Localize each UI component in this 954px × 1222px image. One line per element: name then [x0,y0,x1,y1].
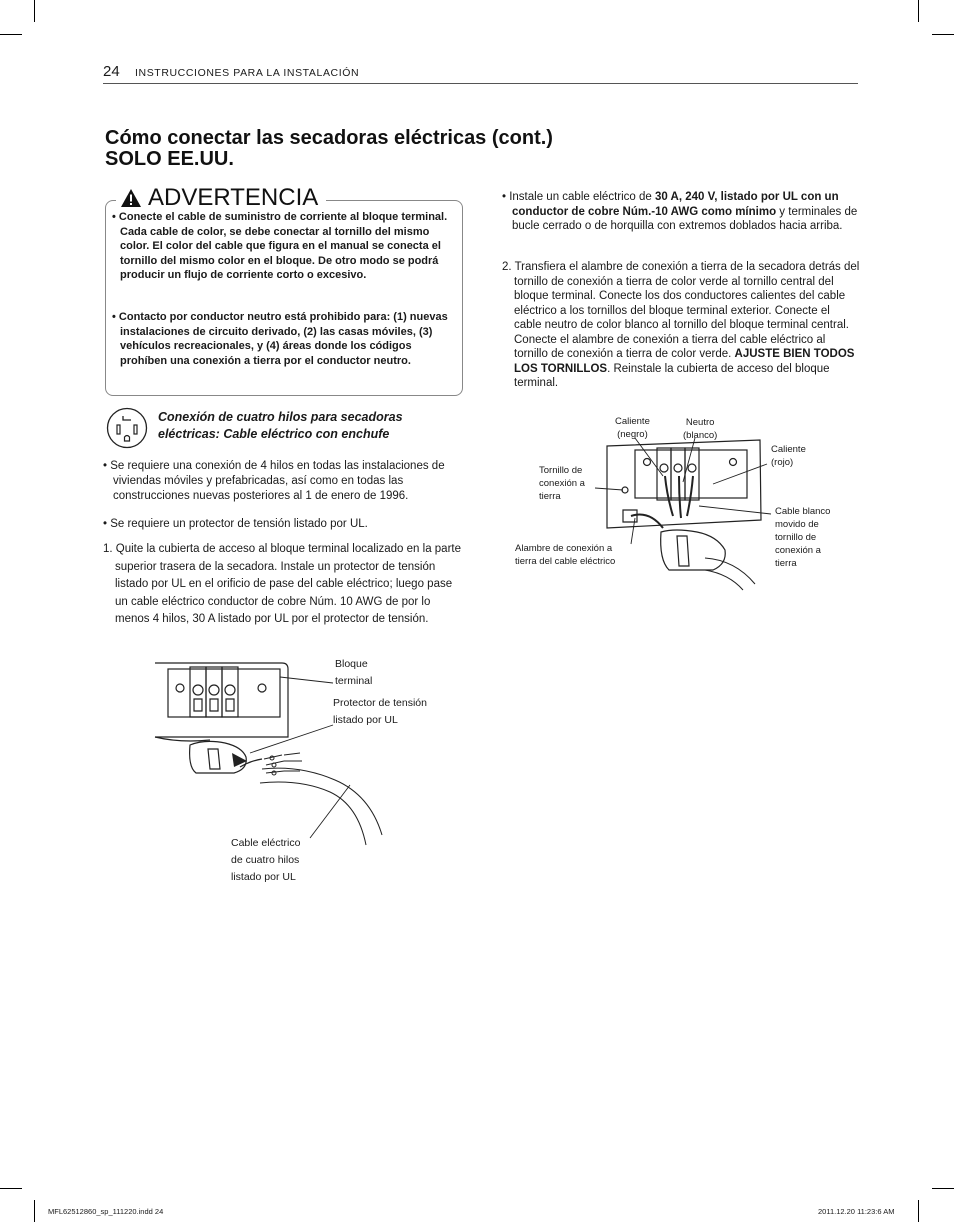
label-white-moved-line-1: Cable blanco [775,506,831,517]
label-white-wire-moved [775,505,830,570]
crop-mark [918,1200,919,1222]
title-line-1: Cómo conectar las secadoras eléctricas (cont.) [105,127,553,149]
label-hot-red-line-2: (rojo) [771,457,794,468]
four-wire-connection-illustration [595,432,775,592]
four-wire-heading-line-1: Conexión de cuatro hilos para secadoras [158,410,403,424]
label-ground-screw-line-3: tierra [539,491,561,502]
warning-item-2 [112,310,458,368]
page-number: 24 [103,63,120,80]
label-strain-relief-line-1: Protector de tensión [333,697,427,709]
label-white-moved-line-4: conexión a [775,545,821,556]
right-bullet-post: y terminales de bucle cerrado o de horquilla con extremos doblados hacia arriba. [512,205,858,232]
footer-file: MFL62512860_sp_111220.indd 24 [48,1207,164,1216]
warning-item-1-text: • Conecte el cable de suministro de corriente al bloque terminal. Cada cable de color, se debe conectar al tornillo del mismo color. El color del cable que figura en el manual se conecta el tornillo del mismo color en el bloque. De otro modo se podrá producir un flujo de corriente corto o excesivo. [112,211,448,281]
label-hot-black-line-2: (negro) [617,429,648,440]
crop-mark [932,34,954,35]
footer-timestamp: 2011.12.20 11:23:6 AM [818,1207,895,1216]
label-neutral-line-2: (blanco) [683,430,718,441]
warning-title-text: ADVERTENCIA [148,184,319,211]
label-ground-screw-line-1: Tornillo de [539,465,583,476]
bullet-strain-relief-required: • Se requiere un protector de tensión listado por UL. [103,518,368,530]
label-white-moved-line-2: movido de [775,519,819,530]
label-white-moved-line-3: tornillo de [775,532,817,543]
label-power-cord-line-3: listado por UL [231,871,296,883]
page-title [105,128,553,170]
four-wire-heading-line-2: eléctricas: Cable eléctrico con enchufe [158,427,390,441]
right-bullet-pre: • Instale un cable eléctrico de [502,191,655,203]
title-line-2: SOLO EE.UU. [105,148,234,170]
label-ground-screw-line-2: conexión a [539,478,585,489]
label-hot-black [615,415,650,441]
label-terminal-block-line-2: terminal [335,674,373,687]
step-2-post: . Reinstale la cubierta de acceso del bloque terminal. [514,362,830,389]
label-hot-black-line-1: Caliente [615,416,650,427]
warning-item-1 [112,210,458,283]
label-ground-wire-line-2: tierra del cable eléctrico [515,556,616,567]
label-neutral-white [683,416,717,442]
step-2-bold: AJUSTE BIEN TODOS LOS TORNILLOS [514,348,855,375]
warning-item-2-text: • Contacto por conductor neutro está prohibido para: (1) nuevas instalaciones de circuito derivado, (2) las casas móviles, (3) vehículos recreacionales, y (4) áreas donde los códigos prohíben una conexión a tierra por el conductor neutro. [112,311,448,367]
crop-mark [932,1188,954,1189]
crop-mark [34,0,35,22]
step-2-text: 2. Transfiera el alambre de conexión a tierra de la secadora detrás del tornillo de conexión a tierra de color verde al tornillo central del bloque terminal. Conecte los dos conductores calientes del cable eléctrico a los tornillos del bloque terminal exterior. Conecte el cable neutro de color blanco al tornillo del bloque terminal central. Conecte el alambre de conexión a tierra del cable eléctrico al tornillo de conexión a tierra de color verde. [502,261,860,360]
label-neutral-line-1: Neutro [685,417,715,428]
label-terminal-block-line-1: Bloque [335,658,368,670]
label-hot-red [771,443,806,469]
four-prong-outlet-icon [106,407,148,449]
section-header: INSTRUCCIONES PARA LA INSTALACIÓN [135,67,360,79]
crop-mark [0,1188,22,1189]
label-white-moved-line-5: tierra [775,558,797,569]
right-bullet [502,190,860,234]
label-ground-wire [515,542,615,568]
left-bullets [103,459,455,532]
four-wire-heading [158,409,403,443]
label-power-cord-line-2: de cuatro hilos [231,854,300,866]
bullet-4-wire-required: • Se requiere una conexión de 4 hilos en todas las instalaciones de viviendas móviles y prefabricadas, así como en todas las construcciones nuevas posteriores al 1 de enero de 1996. [103,460,445,502]
label-power-cord [231,835,300,886]
crop-mark [0,34,22,35]
header-rule [103,83,858,84]
label-strain-relief [333,697,427,727]
label-power-cord-line-1: Cable eléctrico [231,837,301,849]
crop-mark [34,1200,35,1222]
crop-mark [918,0,919,22]
step-1-text: 1. Quite la cubierta de acceso al bloque terminal localizado en la parte superior trasera de la secadora. Instale un protector de tensión listado por UL en el orificio de pase del cable eléctrico; luego pase un cable eléctrico conductor de cobre Núm. 10 AWG de por lo menos 4 hilos, 30 A listado por UL por el protector de tensión. [103,543,461,625]
label-hot-red-line-1: Caliente [771,444,806,455]
step-1 [103,541,463,629]
label-strain-relief-line-2: listado por UL [333,713,398,726]
label-ground-screw [539,464,585,503]
label-ground-wire-line-1: Alambre de conexión a [515,543,613,554]
warning-triangle-icon [120,188,142,208]
terminal-block-strain-relief-illustration [150,655,420,855]
right-bullet-bold: 30 A, 240 V, listado por UL con un conductor de cobre Núm.-10 AWG como mínimo [512,191,839,218]
warning-title [116,185,326,211]
label-terminal-block [335,658,372,688]
step-2 [502,260,860,391]
